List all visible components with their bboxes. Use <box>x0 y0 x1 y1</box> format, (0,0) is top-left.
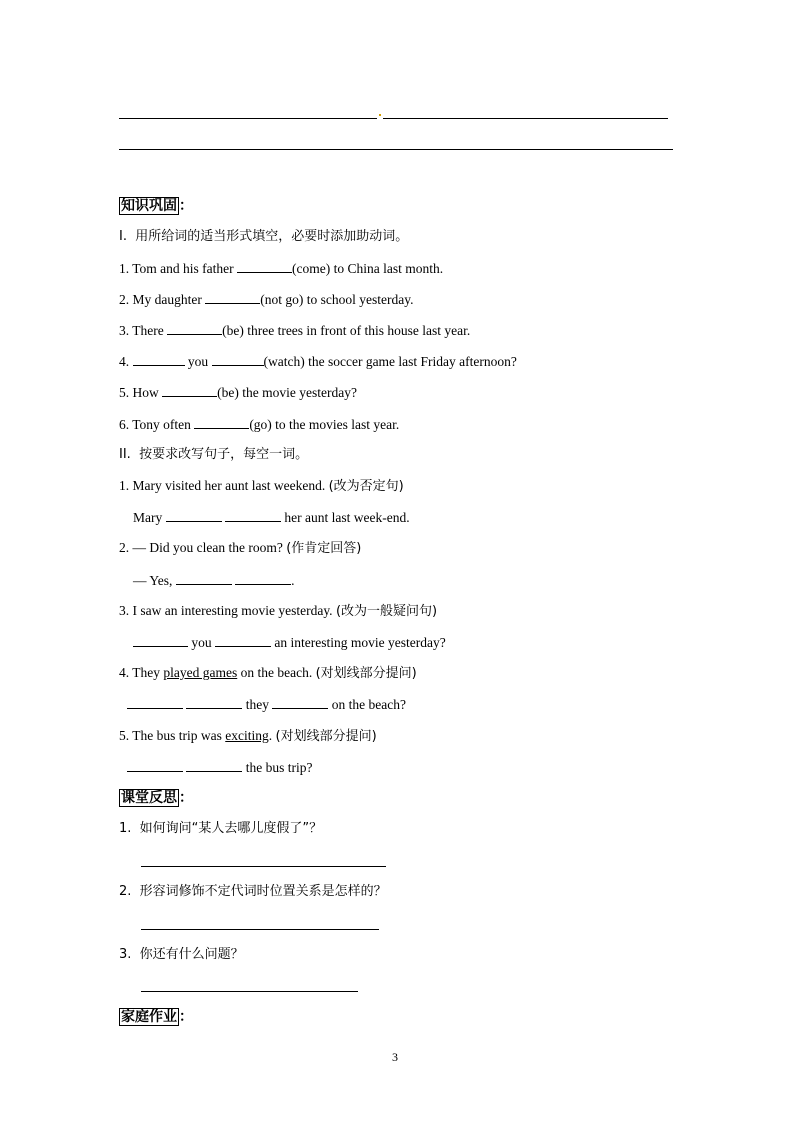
top-answer-line-1a <box>119 118 377 119</box>
exercise-1-6: 6. Tony often (go) to the movies last year. <box>119 417 400 432</box>
fill-blank[interactable] <box>205 290 260 304</box>
fill-blank[interactable] <box>162 383 217 397</box>
exercise-2-5-answer: the bus trip? <box>127 758 313 777</box>
part1-instruction: I. 用所给词的适当形式填空，必要时添加助动词。 <box>119 229 409 244</box>
reflection-answer-line-1[interactable] <box>141 866 386 867</box>
fill-blank[interactable] <box>272 695 328 709</box>
exercise-2-4-answer: they on the beach? <box>127 695 406 714</box>
fill-blank[interactable] <box>235 571 291 585</box>
page-number: 3 <box>392 1050 398 1064</box>
top-answer-line-2 <box>119 149 673 150</box>
exercise-2-1: 1. Mary visited her aunt last weekend. (改为否定句) <box>119 478 404 494</box>
section-heading-consolidation: 知识巩固 ： <box>121 198 193 214</box>
top-answer-line-1b <box>383 118 668 119</box>
reflection-answer-line-3[interactable] <box>141 991 358 992</box>
exercise-2-3: 3. I saw an interesting movie yesterday. (改为一般疑问句) <box>119 603 438 619</box>
fill-blank[interactable] <box>225 508 281 522</box>
exercise-2-1-answer: Mary her aunt last week-end. <box>133 510 410 525</box>
exercise-1-2: 2. My daughter (not go) to school yesterday. <box>119 292 414 307</box>
exercise-2-2-answer: — Yes, . <box>133 573 295 588</box>
fill-blank[interactable] <box>167 321 222 335</box>
exercise-2-2: 2. — Did you clean the room? (作肯定回答) <box>119 540 362 556</box>
fill-blank[interactable] <box>186 695 242 709</box>
reflection-answer-line-2[interactable] <box>141 929 379 930</box>
exercise-2-3-answer: you an interesting movie yesterday? <box>133 633 446 652</box>
exercise-2-5: 5. The bus trip was exciting. (对划线部分提问) <box>119 728 377 744</box>
fill-blank[interactable] <box>176 571 232 585</box>
fill-blank[interactable] <box>194 415 249 429</box>
part2-instruction: II. 按要求改写句子，每空一词。 <box>119 447 309 462</box>
section-heading-reflection: 课堂反思 ： <box>121 790 193 806</box>
fill-blank[interactable] <box>166 508 222 522</box>
exercise-2-4: 4. They played games on the beach. (对划线部分提问) <box>119 665 417 681</box>
mark-dot <box>379 114 381 116</box>
fill-blank[interactable] <box>133 352 185 366</box>
exercise-1-5: 5. How (be) the movie yesterday? <box>119 385 357 400</box>
section-heading-homework: 家庭作业 ： <box>121 1009 193 1025</box>
reflection-question-3: 3. 你还有什么问题？ <box>119 947 244 962</box>
exercise-1-1: 1. Tom and his father (come) to China last month. <box>119 261 444 276</box>
fill-blank[interactable] <box>186 758 242 772</box>
fill-blank[interactable] <box>215 633 271 647</box>
reflection-question-2: 2. 形容词修饰不定代词时位置关系是怎样的？ <box>119 884 387 899</box>
exercise-1-3: 3. There (be) three trees in front of this house last year. <box>119 323 471 338</box>
fill-blank[interactable] <box>237 259 292 273</box>
fill-blank[interactable] <box>133 633 188 647</box>
fill-blank[interactable] <box>127 758 183 772</box>
fill-blank[interactable] <box>127 695 183 709</box>
fill-blank[interactable] <box>212 352 264 366</box>
exercise-1-4: 4. you (watch) the soccer game last Friday afternoon? <box>119 354 517 369</box>
reflection-question-1: 1. 如何询问“某人去哪儿度假了”？ <box>119 821 323 836</box>
